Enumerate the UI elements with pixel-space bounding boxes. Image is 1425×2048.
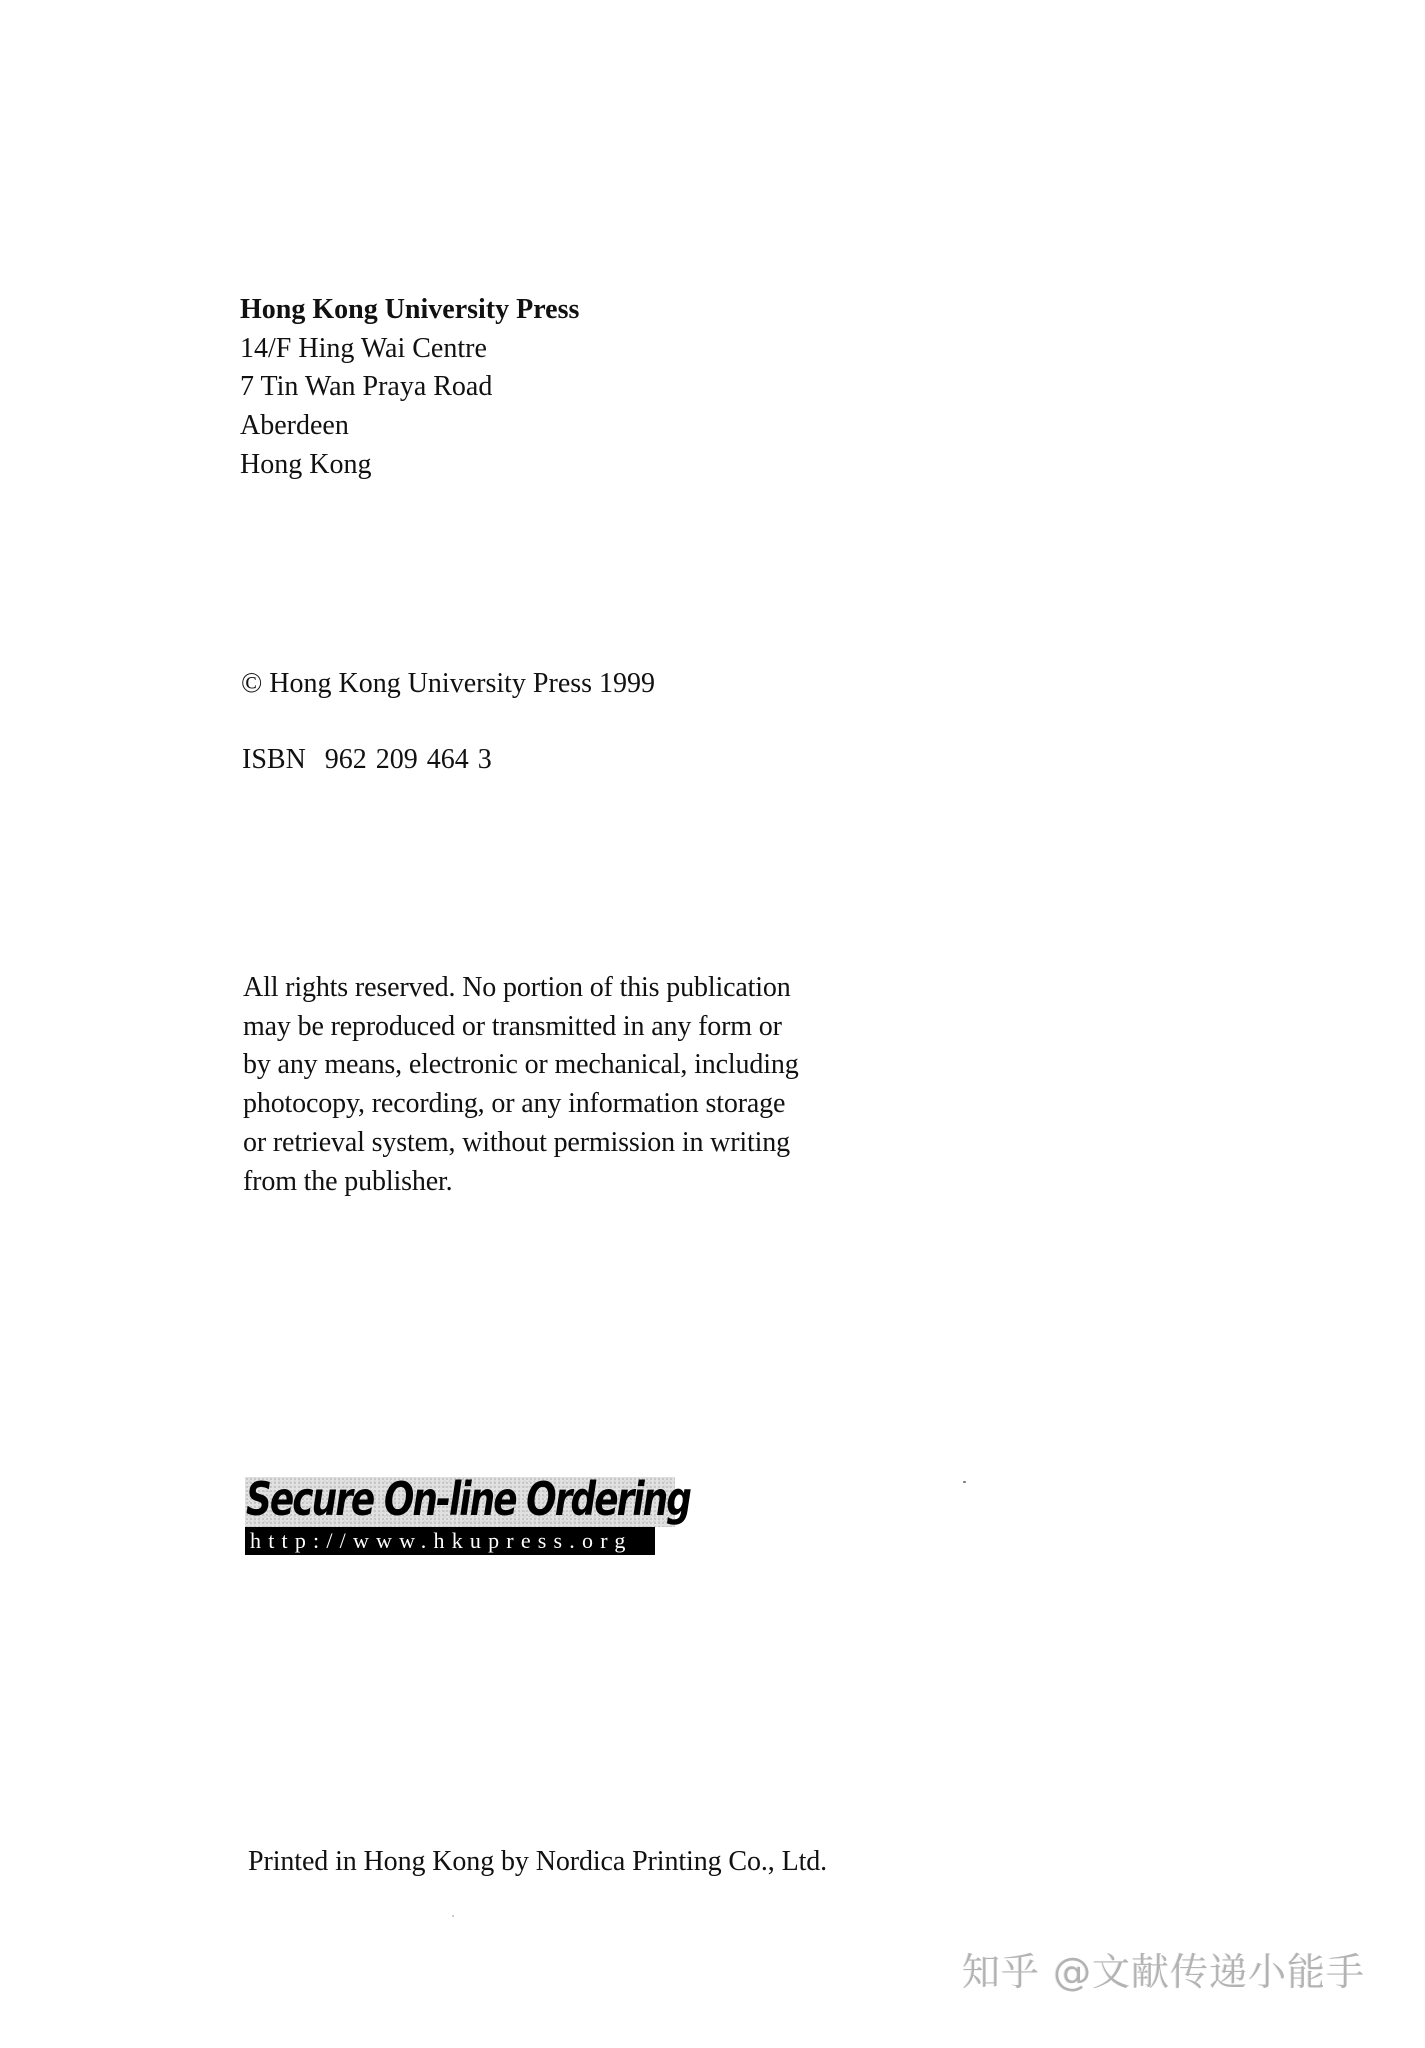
logo-url-strip xyxy=(245,1527,655,1555)
rights-line-4: photocopy, recording, or any information storage xyxy=(243,1088,786,1120)
rights-line-3: by any means, electronic or mechanical, including xyxy=(243,1049,799,1081)
isbn-value: 962 209 464 3 xyxy=(324,744,492,775)
rights-line-6: from the publisher. xyxy=(243,1165,453,1197)
scan-speck xyxy=(452,1915,454,1917)
secure-online-ordering-logo xyxy=(245,1472,691,1557)
rights-reserved-paragraph xyxy=(243,969,799,1201)
address-line-1: 14/F Hing Wai Centre xyxy=(240,332,487,364)
address-line-3: Aberdeen xyxy=(240,410,349,442)
address-line-2: 7 Tin Wan Praya Road xyxy=(240,371,493,403)
logo-url: http://www.hkupress.org xyxy=(250,1528,633,1553)
printer-credit: Printed in Hong Kong by Nordica Printing Co., Ltd. xyxy=(248,1846,828,1877)
zhihu-watermark: 知乎 @文献传递小能手 xyxy=(962,1950,1366,1994)
isbn-line xyxy=(242,741,492,780)
rights-line-5: or retrieval system, without permission in writing xyxy=(243,1126,790,1158)
rights-line-1: All rights reserved. No portion of this publication xyxy=(243,972,791,1003)
scan-speck xyxy=(963,1481,966,1483)
isbn-label: ISBN xyxy=(242,744,306,775)
logo-title: Secure On-line Ordering xyxy=(246,1472,691,1526)
publisher-address-block xyxy=(240,291,579,485)
rights-line-2: may be reproduced or transmitted in any form or xyxy=(243,1010,782,1042)
copyright-notice: © Hong Kong University Press 1999 xyxy=(241,668,656,699)
publisher-name: Hong Kong University Press xyxy=(240,294,580,325)
address-line-4: Hong Kong xyxy=(240,448,372,480)
